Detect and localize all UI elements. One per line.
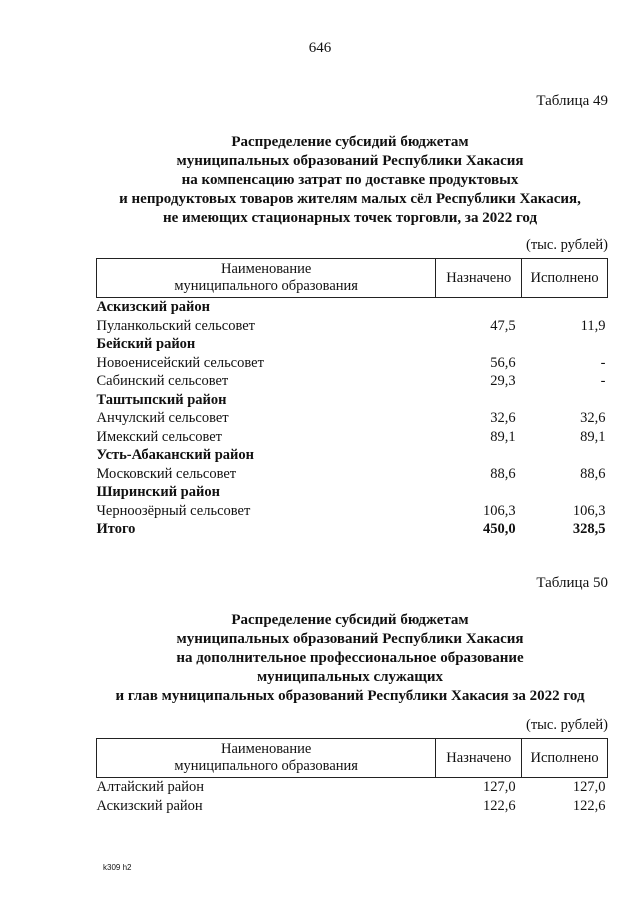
- header-assigned: Назначено: [436, 259, 522, 298]
- header-assigned: Назначено: [436, 739, 522, 778]
- title-line: Распределение субсидий бюджетам: [231, 612, 469, 628]
- row-name: Бейский район: [96, 336, 196, 353]
- row-assigned: 32,6: [490, 410, 516, 427]
- row-assigned: 89,1: [490, 428, 516, 445]
- row-assigned: [436, 298, 522, 317]
- table-row-group: [97, 446, 608, 465]
- row-assigned: 122,6: [483, 797, 516, 814]
- row-assigned: 56,6: [490, 354, 516, 371]
- table-row-group: [97, 391, 608, 410]
- table-50-label: Таблица 50: [536, 575, 608, 591]
- table-50: [96, 738, 608, 815]
- header-name-line2: муниципального образования: [174, 278, 358, 294]
- table-row-group: [97, 298, 608, 317]
- table-row: [97, 428, 608, 447]
- table-header-row: [97, 259, 608, 298]
- title-line: муниципальных образований Республики Хакасия: [176, 153, 524, 169]
- table-row: [97, 797, 608, 816]
- table-49: [96, 258, 608, 539]
- row-executed: [522, 391, 608, 410]
- header-name: [97, 739, 436, 778]
- row-executed: 106,3: [572, 502, 606, 519]
- row-assigned: 450,0: [483, 521, 516, 538]
- row-assigned: [436, 446, 522, 465]
- row-name: Анчулский сельсовет: [96, 410, 229, 427]
- row-name: Итого: [96, 521, 136, 538]
- row-name: Алтайский район: [96, 779, 204, 796]
- table-row: [97, 502, 608, 521]
- table-row-group: [97, 483, 608, 502]
- title-line: на дополнительное профессиональное образование: [176, 650, 524, 666]
- table-49-label: Таблица 49: [536, 93, 608, 109]
- row-executed: [522, 483, 608, 502]
- table-row: [97, 409, 608, 428]
- row-assigned: [436, 391, 522, 410]
- title-line: муниципальных образований Республики Хакасия: [176, 631, 524, 647]
- row-executed: 127,0: [572, 779, 606, 796]
- title-line: муниципальных служащих: [256, 669, 444, 685]
- row-executed: -: [600, 354, 606, 371]
- title-line: и непродуктовых товаров жителям малых сёл Республики Хакасия,: [119, 191, 581, 207]
- row-assigned: 127,0: [483, 779, 516, 796]
- table-row: [97, 372, 608, 391]
- row-executed: [522, 298, 608, 317]
- row-executed: 328,5: [572, 521, 606, 538]
- row-executed: 32,6: [580, 410, 606, 427]
- row-executed: 89,1: [580, 428, 606, 445]
- row-name: Сабинский сельсовет: [96, 373, 229, 390]
- header-executed: Исполнено: [522, 739, 608, 778]
- row-name: Московский сельсовет: [96, 465, 237, 482]
- row-name: Ширинский район: [96, 484, 220, 501]
- title-line: Распределение субсидий бюджетам: [231, 134, 469, 150]
- table-50-units: (тыс. рублей): [526, 717, 608, 733]
- row-assigned: 47,5: [490, 317, 516, 334]
- footer-code: k309 h2: [103, 863, 132, 872]
- header-name-line2: муниципального образования: [174, 758, 358, 774]
- row-executed: [522, 446, 608, 465]
- row-name: Имекский сельсовет: [96, 428, 223, 445]
- table-row: [97, 317, 608, 336]
- header-name-line1: Наименование: [220, 741, 312, 757]
- row-name: Таштыпский район: [96, 391, 227, 408]
- row-name: Аскизский район: [96, 797, 203, 814]
- row-name: Аскизский район: [96, 299, 210, 316]
- row-executed: 122,6: [572, 797, 606, 814]
- title-line: и глав муниципальных образований Республики Хакасия за 2022 год: [115, 688, 585, 704]
- table-row-group: [97, 335, 608, 354]
- table-49-units: (тыс. рублей): [526, 237, 608, 253]
- table-49-title: [80, 133, 620, 228]
- row-assigned: 29,3: [490, 373, 516, 390]
- header-name: [97, 259, 436, 298]
- row-name: Пуланкольский сельсовет: [96, 317, 255, 334]
- header-executed: Исполнено: [522, 259, 608, 298]
- header-name-line1: Наименование: [220, 261, 312, 277]
- table-50-title: [80, 611, 620, 706]
- page-number: 646: [308, 40, 332, 56]
- table-row: [97, 778, 608, 797]
- table-header-row: [97, 739, 608, 778]
- title-line: на компенсацию затрат по доставке продуктовых: [181, 172, 519, 188]
- table-row: [97, 354, 608, 373]
- row-executed: -: [600, 373, 606, 390]
- row-name: Новоенисейский сельсовет: [96, 354, 264, 371]
- table-row: [97, 465, 608, 484]
- row-executed: 88,6: [580, 465, 606, 482]
- row-assigned: 88,6: [490, 465, 516, 482]
- row-name: Черноозёрный сельсовет: [96, 502, 251, 519]
- table-row-total: [97, 520, 608, 539]
- row-name: Усть-Абаканский район: [96, 447, 255, 464]
- row-assigned: [436, 483, 522, 502]
- row-executed: 11,9: [580, 317, 606, 334]
- title-line: не имеющих стационарных точек торговли, за 2022 год: [162, 210, 538, 226]
- row-assigned: [436, 335, 522, 354]
- row-assigned: 106,3: [483, 502, 516, 519]
- row-executed: [522, 335, 608, 354]
